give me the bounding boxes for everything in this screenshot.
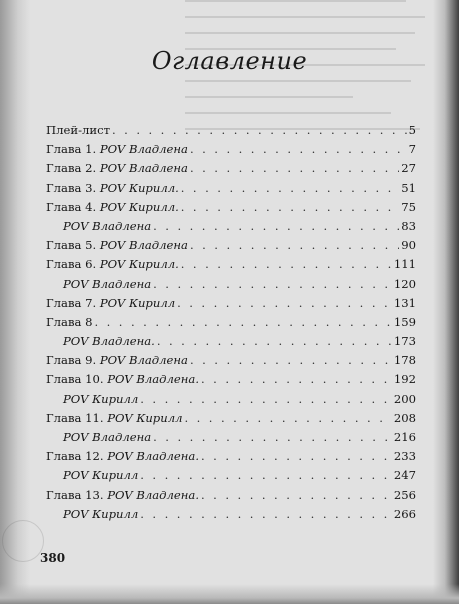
toc-entry-label (63, 468, 138, 482)
toc-entry-chapter: Глава 6. (46, 257, 100, 272)
toc-entry-label (46, 200, 179, 214)
toc-entry (46, 507, 416, 526)
toc-entry-label (46, 488, 199, 502)
toc-leader-dots (157, 334, 392, 348)
toc-entry (46, 315, 416, 334)
toc-entry-page: 75 (401, 199, 416, 214)
toc-entry-pov: POV Кирилл (99, 295, 176, 310)
toc-leader-dots (112, 123, 407, 137)
toc-leader-dots (153, 219, 399, 233)
toc-leader-dots (153, 277, 392, 291)
toc-entry-chapter: Глава 4. (46, 199, 100, 214)
toc-entry-chapter: Плей-лист (46, 123, 110, 137)
toc-entry-pov: POV Владлена (63, 218, 152, 233)
toc-entry-chapter: Глава 2. (46, 161, 100, 176)
toc-entry-page: 192 (393, 372, 416, 387)
toc-entry-chapter: Глава 11. (46, 410, 108, 425)
toc-entry-pov: POV Кирилл. (99, 257, 179, 272)
toc-entry (46, 142, 416, 161)
toc-entry-chapter: Глава 10. (46, 372, 108, 387)
table-of-contents (46, 123, 416, 526)
toc-entry-pov: POV Владлена (99, 238, 188, 253)
toc-entry (46, 468, 416, 487)
toc-entry (46, 296, 416, 315)
toc-entry-page: 111 (393, 257, 416, 272)
toc-entry-page: 90 (401, 238, 416, 253)
toc-leader-dots (190, 161, 399, 175)
toc-entry (46, 372, 416, 391)
toc-entry (46, 219, 416, 238)
toc-entry (46, 411, 416, 430)
toc-entry (46, 392, 416, 411)
page-title: Оглавление (151, 47, 308, 75)
toc-entry-label (63, 430, 151, 444)
stamp-mark (2, 520, 44, 562)
toc-entry-label (46, 449, 199, 463)
toc-entry (46, 161, 416, 180)
toc-entry-pov: POV Владлена. (107, 372, 200, 387)
spine-shadow (0, 0, 30, 604)
toc-entry-chapter: Глава 7. (46, 295, 100, 310)
toc-entry-page: 247 (393, 468, 416, 483)
toc-entry-pov: POV Владлена. (107, 449, 200, 464)
toc-entry-chapter: Глава 1. (46, 142, 100, 157)
toc-entry-page: 51 (401, 180, 416, 195)
toc-entry-label (63, 392, 138, 406)
toc-entry (46, 238, 416, 257)
toc-entry (46, 257, 416, 276)
toc-entry-label (63, 507, 138, 521)
toc-leader-dots (184, 411, 391, 425)
toc-entry-page: 173 (393, 334, 416, 349)
toc-entry-page: 120 (393, 276, 416, 291)
toc-entry-page: 233 (393, 449, 416, 464)
toc-entry-page: 159 (393, 314, 416, 329)
toc-leader-dots (201, 449, 392, 463)
toc-entry-pov: POV Кирилл (63, 468, 139, 483)
toc-entry-label (46, 238, 188, 252)
toc-entry-label (63, 219, 151, 233)
toc-entry-pov: POV Владлена. (107, 487, 200, 502)
toc-entry-pov: POV Кирилл (63, 506, 139, 521)
toc-entry-chapter: Глава 9. (46, 353, 100, 368)
page-number: 380 (40, 551, 66, 565)
toc-entry-label (46, 353, 188, 367)
toc-entry (46, 430, 416, 449)
toc-entry-label (63, 277, 151, 291)
toc-entry-chapter: Глава 3. (46, 180, 100, 195)
toc-entry-chapter: Глава 12. (46, 449, 108, 464)
toc-entry (46, 488, 416, 507)
toc-entry-label (46, 257, 179, 271)
toc-entry-pov: POV Владлена (99, 142, 188, 157)
toc-leader-dots (181, 257, 392, 271)
toc-entry (46, 200, 416, 219)
toc-entry-label (46, 123, 110, 137)
toc-entry-pov: POV Кирилл. (99, 180, 179, 195)
toc-entry-label (46, 296, 175, 310)
toc-leader-dots (140, 468, 392, 482)
toc-entry-page: 83 (401, 218, 416, 233)
toc-entry-page: 178 (393, 353, 416, 368)
toc-leader-dots (201, 488, 392, 502)
toc-entry-pov: POV Владлена (63, 276, 152, 291)
toc-entry-page: 208 (393, 410, 416, 425)
toc-entry-label (63, 334, 155, 348)
toc-entry-page: 5 (408, 123, 416, 137)
toc-entry-label (46, 142, 188, 156)
toc-entry-page: 27 (401, 161, 416, 176)
toc-entry-page: 7 (408, 142, 416, 157)
toc-entry-page: 256 (393, 487, 416, 502)
toc-leader-dots (181, 181, 399, 195)
toc-entry-label (46, 161, 188, 175)
toc-leader-dots (190, 353, 392, 367)
toc-entry (46, 277, 416, 296)
toc-leader-dots (94, 315, 391, 329)
toc-leader-dots (190, 238, 399, 252)
toc-entry-label (46, 372, 199, 386)
toc-entry-label (46, 181, 179, 195)
toc-leader-dots (140, 392, 392, 406)
toc-entry-page: 216 (393, 430, 416, 444)
toc-entry-pov: POV Кирилл (107, 410, 183, 425)
page-edge-shadow (433, 0, 459, 604)
toc-entry-pov: POV Кирилл (63, 391, 139, 406)
toc-entry (46, 353, 416, 372)
toc-entry-pov: POV Кирилл. (99, 199, 179, 214)
toc-leader-dots (190, 142, 407, 156)
toc-leader-dots (201, 372, 392, 386)
page-bottom-shadow (0, 584, 459, 604)
toc-entry-chapter: Глава 8 (46, 314, 93, 329)
toc-leader-dots (177, 296, 392, 310)
toc-entry-pov: POV Владлена (99, 161, 188, 176)
toc-entry (46, 123, 416, 142)
toc-leader-dots (181, 200, 399, 214)
toc-entry-pov: POV Владлена. (63, 334, 155, 349)
toc-entry (46, 449, 416, 468)
toc-leader-dots (153, 430, 392, 444)
toc-entry-label (46, 411, 182, 425)
toc-entry-chapter: Глава 5. (46, 238, 100, 253)
toc-entry (46, 334, 416, 353)
toc-entry-page: 131 (393, 295, 416, 310)
toc-entry-pov: POV Владлена (63, 430, 152, 444)
toc-entry-label (46, 315, 92, 329)
toc-entry-pov: POV Владлена (99, 353, 188, 368)
toc-entry-chapter: Глава 13. (46, 487, 108, 502)
toc-leader-dots (140, 507, 392, 521)
toc-entry-page: 266 (393, 506, 416, 521)
toc-entry-page: 200 (393, 391, 416, 406)
toc-entry (46, 181, 416, 200)
